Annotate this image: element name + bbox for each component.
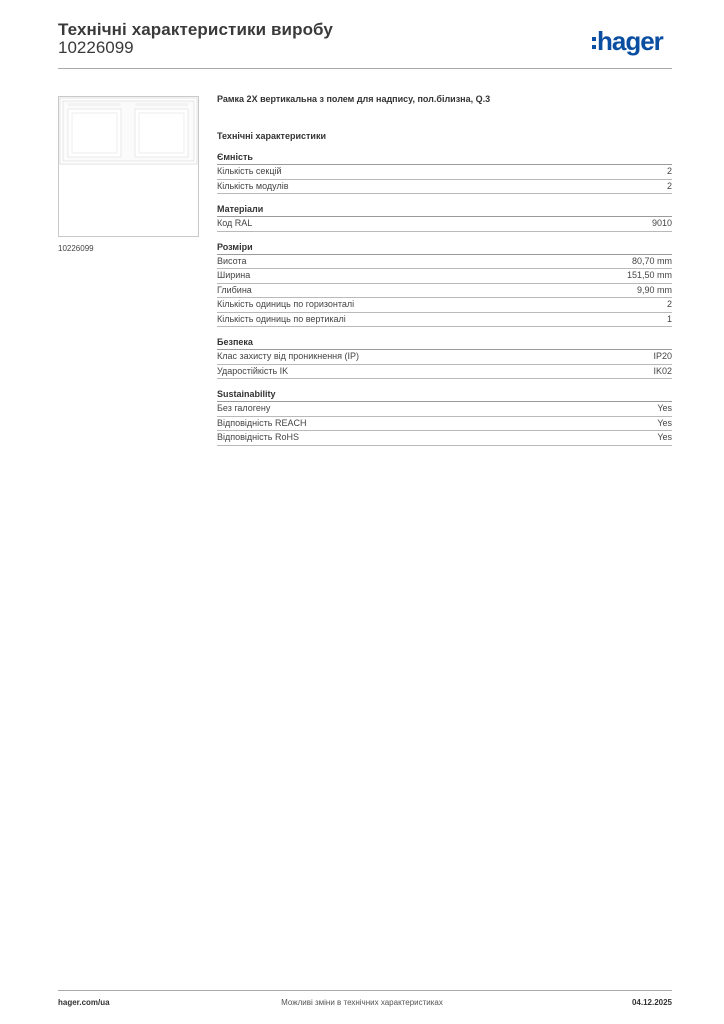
product-image <box>58 96 199 237</box>
spec-row <box>217 365 672 380</box>
spec-row <box>217 431 672 446</box>
spec-label: Ширина <box>217 270 251 280</box>
spec-group-materials <box>217 203 672 232</box>
group-title: Sustainability <box>217 388 672 402</box>
spec-row <box>217 269 672 284</box>
group-title: Безпека <box>217 336 672 350</box>
footer-notice: Можливі зміни в технічних характеристиках <box>281 998 443 1007</box>
spec-row <box>217 180 672 195</box>
spec-label: Відповідність REACH <box>217 417 307 428</box>
page-title: Технічні характеристики виробу <box>58 20 333 39</box>
footer-divider <box>58 990 672 991</box>
spec-group-sustainability <box>217 388 672 446</box>
logo-mark-icon <box>592 37 596 49</box>
spec-value: IK02 <box>653 365 672 376</box>
spec-value: 9,90 mm <box>636 284 672 295</box>
spec-row <box>217 284 672 299</box>
group-title: Розміри <box>217 241 672 255</box>
spec-value: 2 <box>666 299 672 309</box>
spec-value: Yes <box>657 403 672 413</box>
spec-label: Висота <box>217 255 247 266</box>
spec-row <box>217 402 672 417</box>
footer-website: hager.com/ua <box>58 998 110 1007</box>
spec-value: 80,70 mm <box>631 255 672 266</box>
spec-row <box>217 417 672 432</box>
spec-value: 2 <box>666 180 672 191</box>
spec-row <box>217 217 672 232</box>
spec-row <box>217 350 672 365</box>
spec-row <box>217 165 672 180</box>
spec-label: Кількість модулів <box>217 180 289 191</box>
header-divider <box>58 68 672 69</box>
group-title: Ємність <box>217 151 672 165</box>
hager-logo <box>592 26 663 56</box>
spec-label: Кількість секцій <box>217 166 282 176</box>
section-heading: Технічні характеристики <box>217 131 326 141</box>
spec-row <box>217 298 672 313</box>
spec-row <box>217 313 672 328</box>
spec-label: Ударостійкість IK <box>217 365 289 376</box>
group-title: Матеріали <box>217 203 672 217</box>
frame-illustration-icon <box>59 97 198 236</box>
spec-group-capacity <box>217 151 672 194</box>
spec-value: IP20 <box>653 351 672 361</box>
product-code: 10226099 <box>58 38 134 57</box>
spec-row <box>217 255 672 270</box>
product-name: Рамка 2Х вертикальна з полем для надпису, пол.білизна, Q.3 <box>217 94 491 104</box>
spec-label: Кількість одиниць по горизонталі <box>217 299 355 309</box>
spec-label: Відповідність RoHS <box>217 432 299 442</box>
footer-date: 04.12.2025 <box>631 998 672 1007</box>
spec-group-dimensions <box>217 241 672 328</box>
spec-group-safety <box>217 336 672 379</box>
spec-content <box>217 93 672 446</box>
spec-value: Yes <box>657 432 672 442</box>
spec-label: Без галогену <box>217 403 271 413</box>
spec-value: 9010 <box>651 218 672 228</box>
spec-label: Код RAL <box>217 218 253 228</box>
spec-value: 2 <box>666 166 672 176</box>
spec-value: 1 <box>666 313 672 324</box>
spec-label: Клас захисту від проникнення (IP) <box>217 351 360 361</box>
spec-value: 151,50 mm <box>626 270 672 280</box>
logo-text: hager <box>597 26 663 56</box>
spec-label: Глибина <box>217 284 252 295</box>
spec-label: Кількість одиниць по вертикалі <box>217 313 346 324</box>
spec-value: Yes <box>657 417 672 428</box>
image-caption: 10226099 <box>58 244 94 253</box>
